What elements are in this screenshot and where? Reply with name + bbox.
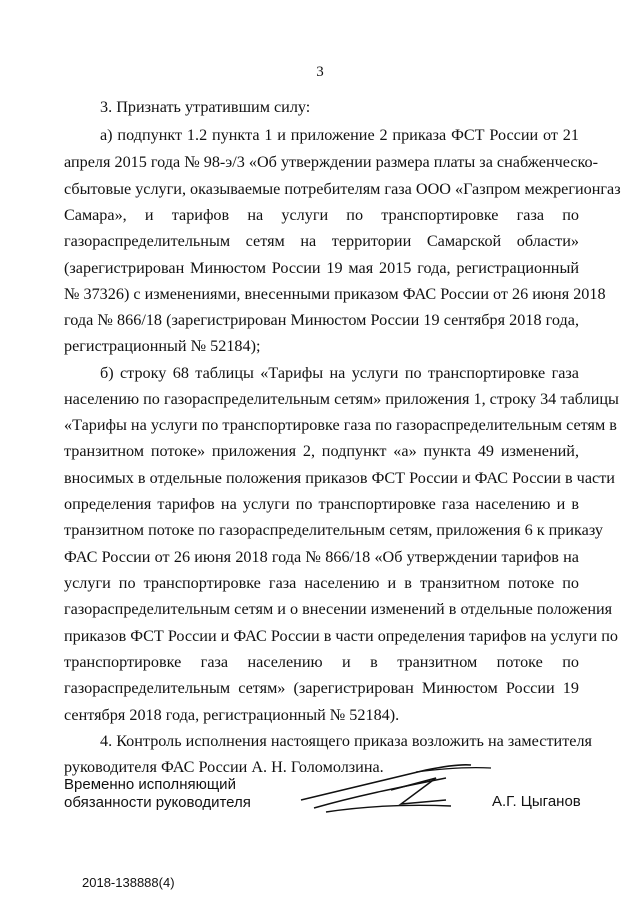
signatory-title-line-2: обязанности руководителя xyxy=(64,794,251,811)
paragraph-b-line: сентября 2018 года, регистрационный № 52184). xyxy=(64,706,400,724)
paragraph-b-line: населению по газораспределительным сетям» приложения 1, строку 34 таблицы xyxy=(64,390,619,408)
paragraph-a-line: № 37326) с изменениями, внесенными приказом ФАС России от 26 июня 2018 xyxy=(64,285,606,303)
paragraph-a-line: апреля 2015 года № 98-э/3 «Об утверждении размера платы за снабженческо- xyxy=(64,153,599,171)
paragraph-b-line: вносимых в отдельные положения приказов ФСТ России и ФАС России в части xyxy=(64,469,615,487)
paragraph-b-line: транзитном потоке по газораспределительным сетям, приложения 6 к приказу xyxy=(64,521,603,539)
paragraph-a-line: (зарегистрирован Минюстом России 19 мая 2015 года, регистрационный xyxy=(64,259,579,277)
paragraph-a-line: года № 866/18 (зарегистрирован Минюстом России 19 сентября 2018 года, xyxy=(64,311,579,329)
paragraph-b-line: транзитном потоке» приложения 2, подпункт «а» пункта 49 изменений, xyxy=(64,442,579,460)
item-4-line: 4. Контроль исполнения настоящего приказа возложить на заместителя xyxy=(100,732,592,750)
paragraph-a-line: сбытовые услуги, оказываемые потребителям газа ООО «Газпром межрегионгаз xyxy=(64,180,621,198)
paragraph-a-line: регистрационный № 52184); xyxy=(64,337,261,355)
signatory-title-line-1: Временно исполняющий xyxy=(64,776,236,793)
paragraph-b-line: определения тарифов на услуги по транспортировке газа населению и в xyxy=(64,495,579,513)
paragraph-b-line: газораспределительным сетям и о внесении изменений в отдельные положения xyxy=(64,600,613,618)
paragraph-b-line: ФАС России от 26 июня 2018 года № 866/18 «Об утверждении тарифов на xyxy=(64,548,579,566)
paragraph-b-line: б) строку 68 таблицы «Тарифы на услуги по транспортировке газа xyxy=(100,364,579,382)
paragraph-b-line: газораспределительным сетям» (зарегистрирован Минюстом России 19 xyxy=(64,679,579,697)
paragraph-b-line: приказов ФСТ России и ФАС России в части определения тарифов на услуги по xyxy=(64,627,618,645)
item-4-line: руководителя ФАС России А. Н. Голомолзина. xyxy=(64,758,384,776)
handwritten-signature xyxy=(296,760,496,818)
paragraph-b-line: «Тарифы на услуги по транспортировке газа по газораспределительным сетям в xyxy=(64,416,617,434)
document-id: 2018-138888(4) xyxy=(82,875,175,890)
signatory-name: А.Г. Цыганов xyxy=(492,793,581,810)
item-3-heading: 3. Признать утратившим силу: xyxy=(100,98,311,116)
paragraph-b-line: транспортировке газа населению и в транзитном потоке по xyxy=(64,653,579,671)
paragraph-a-line: а) подпункт 1.2 пункта 1 и приложение 2 приказа ФСТ России от 21 xyxy=(100,126,579,144)
page-number: 3 xyxy=(316,64,324,80)
paragraph-a-line: газораспределительным сетям на территории Самарской области» xyxy=(64,232,579,250)
paragraph-a-line: Самара», и тарифов на услуги по транспортировке газа по xyxy=(64,206,579,224)
paragraph-b-line: услуги по транспортировке газа населению и в транзитном потоке по xyxy=(64,574,579,592)
